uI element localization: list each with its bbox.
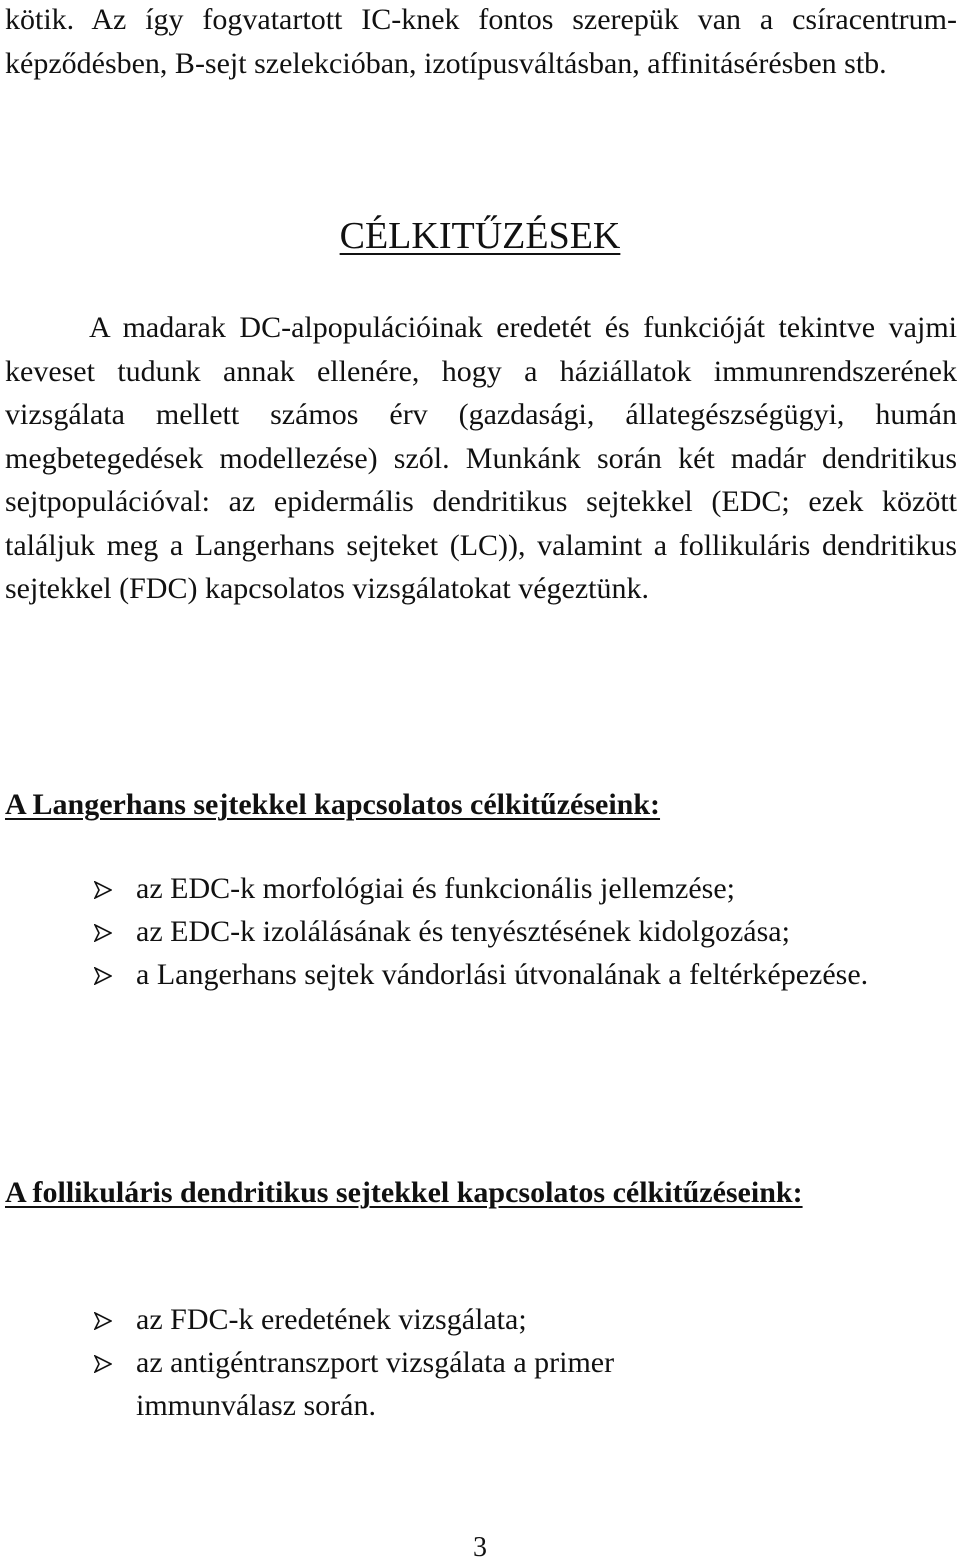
arrow-bullet-icon — [94, 1312, 112, 1330]
arrow-bullet-icon — [94, 881, 112, 899]
list-item-text: az antigéntranszport vizsgálata a primer immunválasz során. — [136, 1346, 615, 1422]
list-item — [90, 953, 872, 996]
arrow-bullet-icon — [94, 967, 112, 985]
section-heading: CÉLKITŰZÉSEK — [339, 215, 621, 257]
fdc-objectives-list — [90, 1298, 750, 1427]
list-item — [90, 1341, 750, 1427]
list-item — [90, 867, 872, 910]
list-item-text: az EDC-k izolálásának és tenyésztésének kidolgozása; — [136, 915, 790, 948]
lc-objectives-list — [90, 867, 872, 996]
list-item-text: az FDC-k eredetének vizsgálata; — [136, 1303, 527, 1336]
arrow-bullet-icon — [94, 1355, 112, 1373]
intro-paragraph: kötik. Az így fogvatartott IC-knek fontos szerepük van a csíracentrum-képződésben, B-sejt szelekcióban, izotípusváltásban, affinitásérésben stb. — [5, 3, 957, 80]
lc-objectives-title: A Langerhans sejtekkel kapcsolatos célkitűzéseink: — [5, 788, 661, 821]
page-number: 3 — [473, 1532, 487, 1563]
list-item-text: a Langerhans sejtek vándorlási útvonalának a feltérképezése. — [136, 958, 869, 991]
objectives-paragraph: A madarak DC-alpopulációinak eredetét és funkcióját tekintve vajmi keveset tudunk annak ellenére, hogy a háziállatok immunrendszerének vizsgálata mellett számos érv (gazdasági, állategészségügyi, humán megbetegedések modellezése) szól. Munkánk során két madár dendritikus sejtpopulációval: az epidermális dendritikus sejtekkel (EDC; ezek között találjuk meg a Langerhans sejteket (LC)), valamint a follikuláris dendritikus sejtekkel (FDC) kapcsolatos vizsgálatokat végeztünk. — [5, 311, 957, 605]
list-item — [90, 1298, 750, 1341]
list-item — [90, 910, 872, 953]
arrow-bullet-icon — [94, 924, 112, 942]
list-item-text: az EDC-k morfológiai és funkcionális jellemzése; — [136, 872, 735, 905]
fdc-objectives-title: A follikuláris dendritikus sejtekkel kapcsolatos célkitűzéseink: — [5, 1176, 803, 1209]
